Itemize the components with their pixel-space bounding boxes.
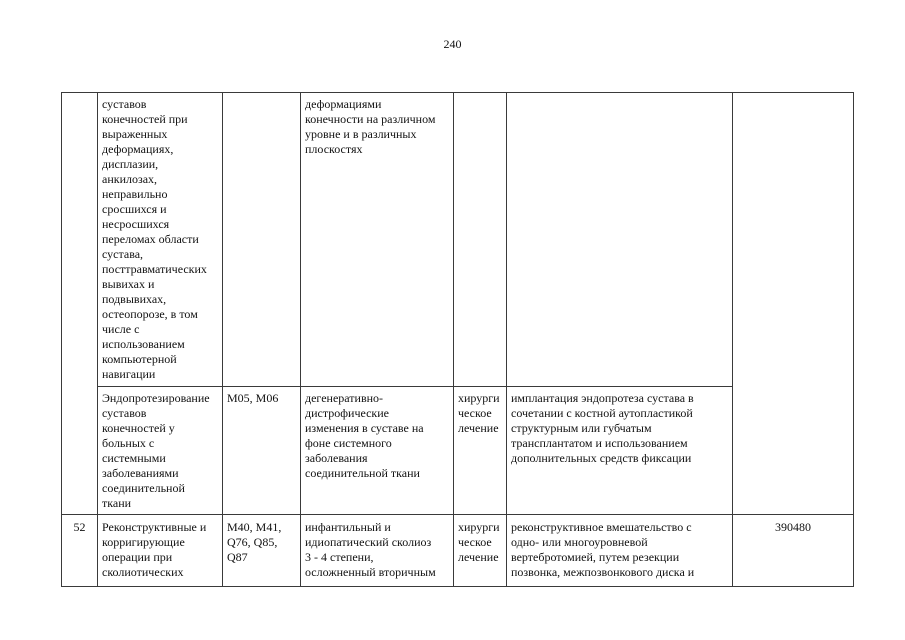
diagnosis-codes-cell bbox=[223, 93, 301, 387]
treatment-type-cell: хирурги ческое лечение bbox=[454, 515, 507, 587]
table-row bbox=[62, 93, 854, 387]
standard-price-cell bbox=[733, 93, 854, 515]
treatment-method-cell: реконструктивное вмешательство с одно- или многоуровневой вертебротомией, путем резекции позвонка, межпозвонкового диска и bbox=[507, 515, 733, 587]
patient-model-cell: дегенеративно- дистрофические изменения в суставе на фоне системного заболевания соединительной ткани bbox=[301, 387, 454, 515]
patient-model-cell: деформациями конечности на различном уровне и в различных плоскостях bbox=[301, 93, 454, 387]
patient-model-cell: инфантильный и идиопатический сколиоз 3 - 4 степени, осложненный вторичным bbox=[301, 515, 454, 587]
care-type-name-cell: Реконструктивные и корригирующие операции при сколиотических bbox=[98, 515, 223, 587]
treatment-method-cell bbox=[507, 93, 733, 387]
treatment-method-cell: имплантация эндопротеза сустава в сочетании с костной аутопластикой структурным или губчатым трансплантатом и использованием дополнительных средств фиксации bbox=[507, 387, 733, 515]
row-number-cell: 52 bbox=[62, 515, 98, 587]
medical-care-table bbox=[61, 92, 854, 587]
diagnosis-codes-cell: M40, M41, Q76, Q85, Q87 bbox=[223, 515, 301, 587]
page-number: 240 bbox=[443, 37, 462, 51]
standard-price-cell: 390480 bbox=[733, 515, 854, 587]
care-type-name-cell: суставов конечностей при выраженных деформациях, дисплазии, анкилозах, неправильно сросшихся и несросшихся переломах области сустава, посттравматических вывихах и подвывихах, остеопорозе, в том числе с использованием компьютерной навигации bbox=[98, 93, 223, 387]
table-row bbox=[62, 515, 854, 587]
diagnosis-codes-cell: M05, M06 bbox=[223, 387, 301, 515]
care-type-name-cell: Эндопротезирование суставов конечностей у больных с системными заболеваниями соединительной ткани bbox=[98, 387, 223, 515]
treatment-type-cell bbox=[454, 93, 507, 387]
treatment-type-cell: хирурги ческое лечение bbox=[454, 387, 507, 515]
row-number-cell bbox=[62, 93, 98, 515]
